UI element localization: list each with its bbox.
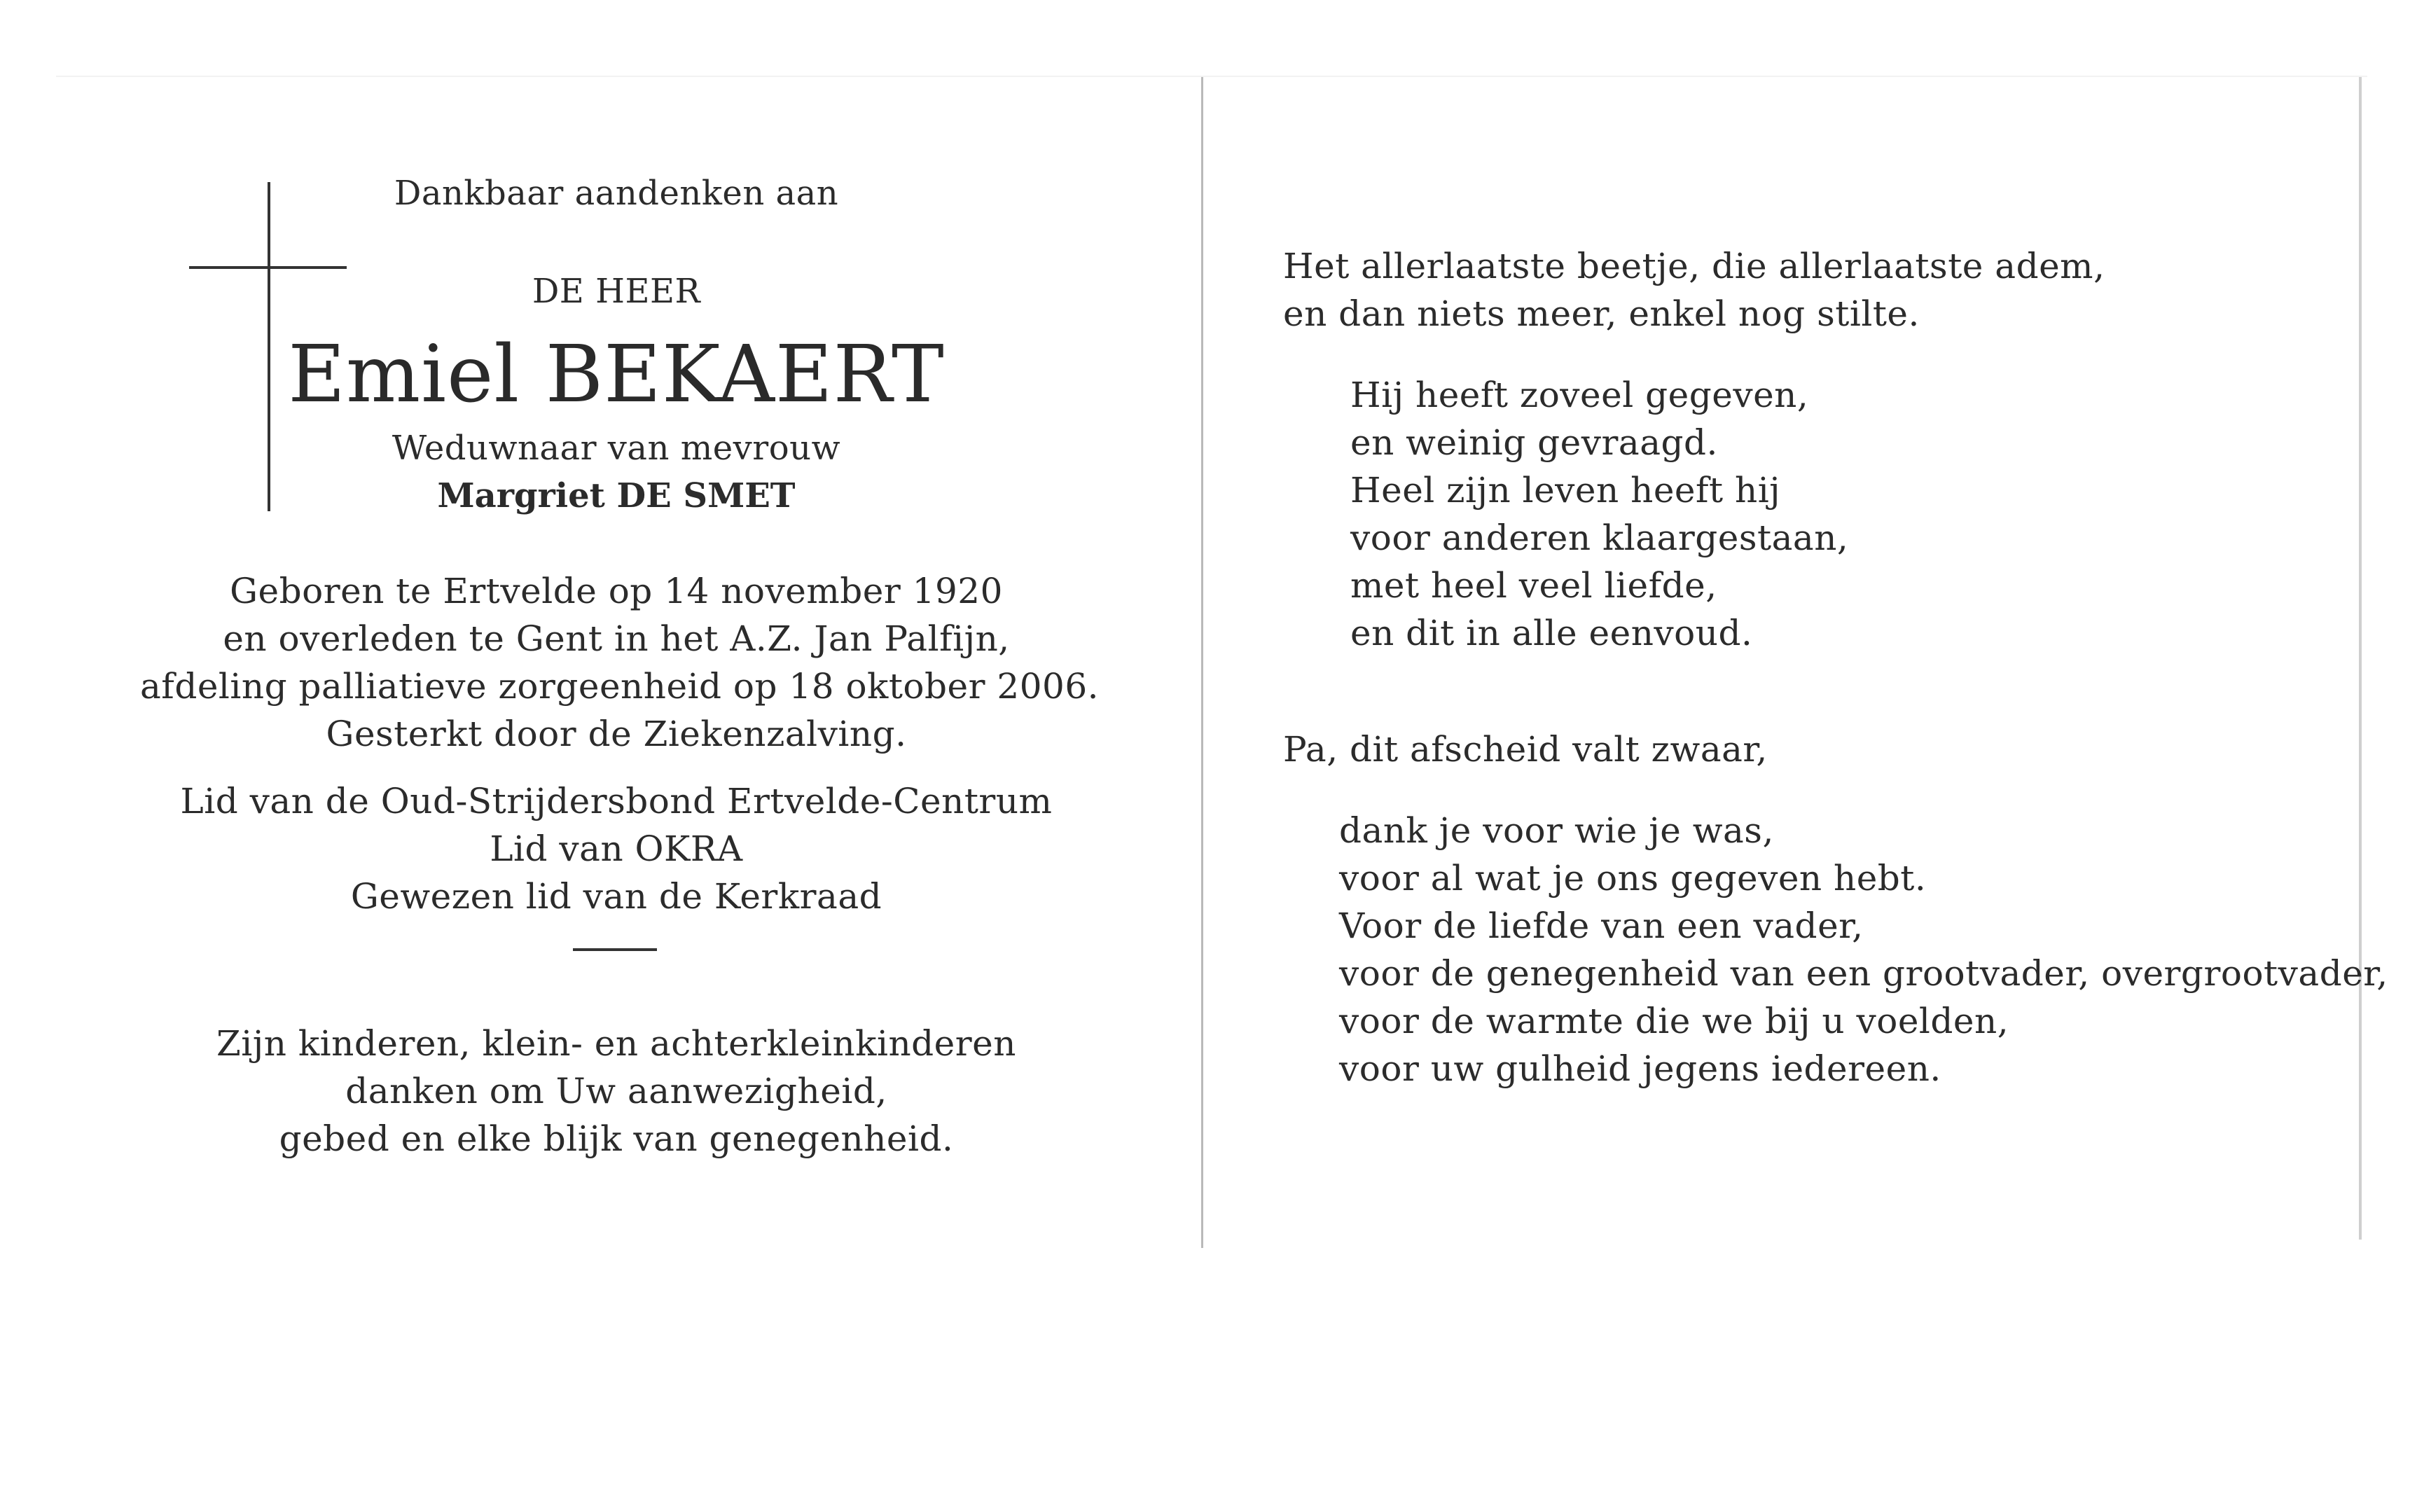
- title-text: DE HEER: [532, 272, 701, 311]
- verse-4: [1339, 807, 2388, 1093]
- birth-death-line: Gesterkt door de Ziekenzalving.: [326, 714, 907, 754]
- verse-2: [1350, 371, 1848, 657]
- verse-line: dank je voor wie je was,: [1339, 810, 1774, 851]
- verse-line: en weinig gevraagd.: [1350, 422, 1718, 463]
- verse-line: voor uw gulheid jegens iedereen.: [1339, 1048, 1941, 1089]
- verse-line: met heel veel liefde,: [1350, 565, 1717, 606]
- verse-line: voor anderen klaargestaan,: [1350, 518, 1849, 558]
- verse-line: voor de genegenheid van een grootvader, overgrootvader,: [1339, 953, 2388, 994]
- verse-line: voor de warmte die we bij u voelden,: [1339, 1001, 2009, 1041]
- membership-line: Gewezen lid van de Kerkraad: [350, 876, 882, 917]
- thanks-line: danken om Uw aanwezigheid,: [345, 1071, 887, 1111]
- membership-line: Lid van de Oud-Strijdersbond Ertvelde-Centrum: [180, 781, 1053, 821]
- spouse-name: Margriet DE SMET: [437, 476, 796, 515]
- thanks-block: [140, 1020, 1093, 1163]
- verse-line: Voor de liefde van een vader,: [1339, 906, 1864, 946]
- memberships-block: [140, 777, 1093, 920]
- membership-line: Lid van OKRA: [490, 828, 743, 869]
- birth-death-block: [140, 567, 1100, 758]
- verse-line: Heel zijn leven heeft hij: [1350, 470, 1781, 511]
- card-top-edge: [56, 76, 2367, 77]
- thanks-line: gebed en elke blijk van genegenheid.: [279, 1118, 954, 1159]
- verse-1: [1283, 242, 2105, 338]
- separator-dash: [573, 948, 657, 951]
- birth-death-line: afdeling palliatieve zorgeenheid op 18 oktober 2006.: [140, 666, 1100, 707]
- fold-line: [1201, 77, 1203, 1248]
- verse-3: Pa, dit afscheid valt zwaar,: [1283, 729, 1768, 770]
- verse-line: Hij heeft zoveel gegeven,: [1350, 375, 1809, 415]
- thanks-line: Zijn kinderen, klein- en achterkleinkinderen: [216, 1023, 1016, 1064]
- verse-line: en dit in alle eenvoud.: [1350, 613, 1753, 653]
- verse-line: voor al wat je ons gegeven hebt.: [1339, 858, 1927, 899]
- verse-line: Het allerlaatste beetje, die allerlaatste adem,: [1283, 246, 2105, 286]
- verse-line: en dan niets meer, enkel nog stilte.: [1283, 293, 1920, 334]
- intro-text: Dankbaar aandenken aan: [394, 174, 839, 213]
- widower-text: Weduwnaar van mevrouw: [392, 429, 841, 468]
- birth-death-line: Geboren te Ertvelde op 14 november 1920: [230, 571, 1003, 611]
- deceased-name: Emiel BEKAERT: [288, 329, 945, 420]
- birth-death-line: en overleden te Gent in het A.Z. Jan Palfijn,: [223, 618, 1010, 659]
